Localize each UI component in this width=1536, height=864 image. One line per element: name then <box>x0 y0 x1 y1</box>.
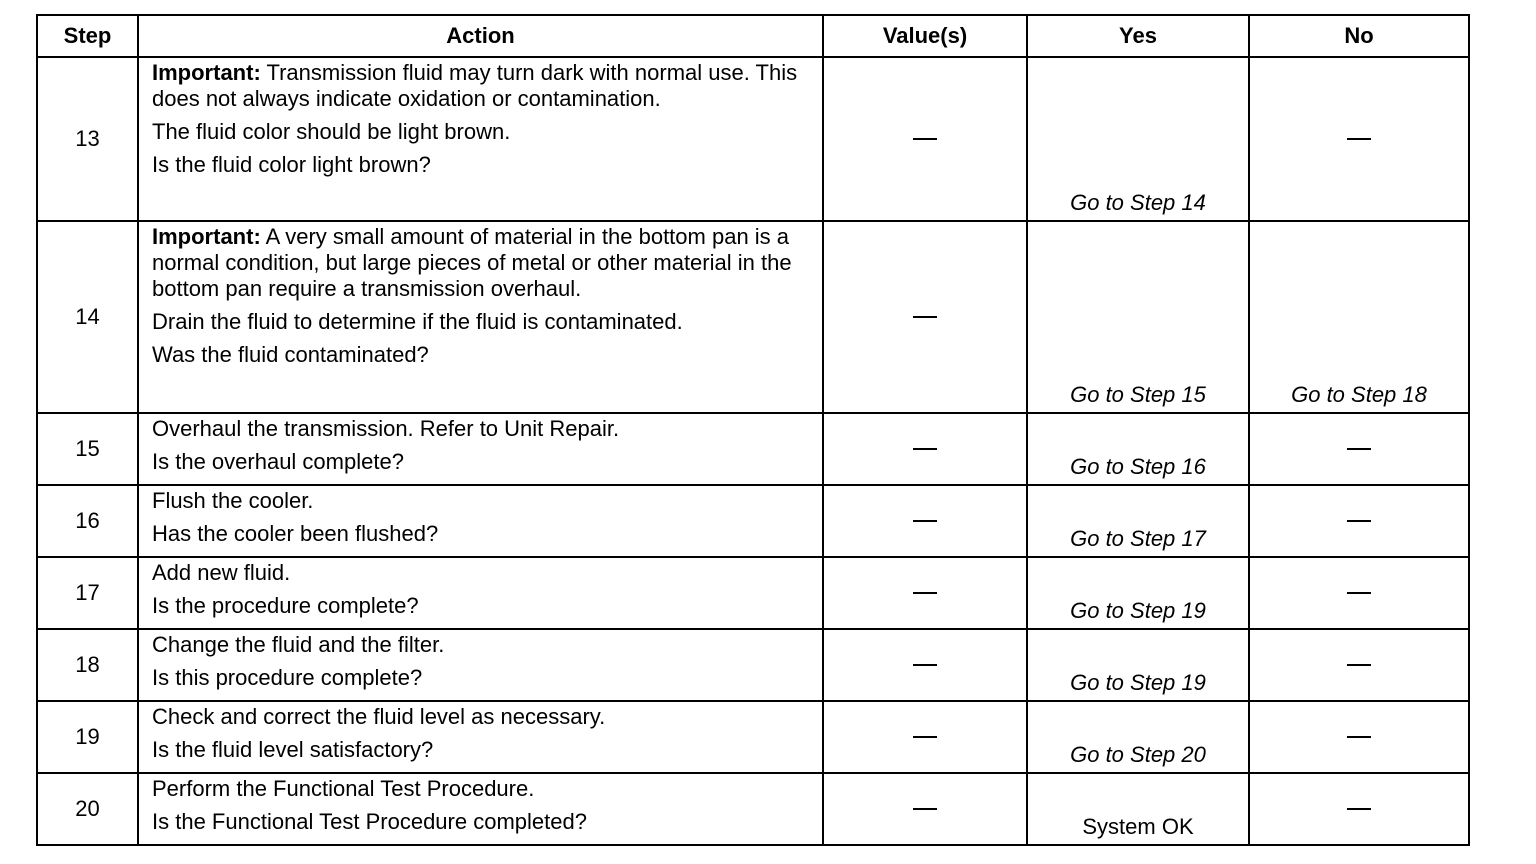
yes-goto-link[interactable]: Go to Step 16 <box>1070 454 1206 479</box>
value-cell <box>824 222 1028 412</box>
important-text: A very small amount of material in the bottom pan is a normal condition, but large pieces of metal or other material in the bottom pan require a transmission overhaul. <box>152 224 792 301</box>
step-number: 18 <box>75 652 100 677</box>
important-note <box>152 224 810 302</box>
yes-cell <box>1028 58 1250 220</box>
action-instruction: Drain the fluid to determine if the fluid is contaminated. <box>152 309 683 334</box>
action-instruction: The fluid color should be light brown. <box>152 119 511 144</box>
value-dash <box>913 592 937 594</box>
action-instruction: Flush the cooler. <box>152 488 314 513</box>
action-instruction: Change the fluid and the filter. <box>152 632 445 657</box>
yes-goto-link[interactable]: Go to Step 19 <box>1070 598 1206 623</box>
step-cell <box>38 774 139 844</box>
header-step: Step <box>38 16 139 56</box>
value-cell <box>824 702 1028 772</box>
yes-cell <box>1028 486 1250 556</box>
action-question: Is the fluid level satisfactory? <box>152 737 434 762</box>
table-row <box>38 414 1468 486</box>
action-question: Is this procedure complete? <box>152 665 423 690</box>
action-instruction: Check and correct the fluid level as necessary. <box>152 704 606 729</box>
step-cell <box>38 414 139 484</box>
action-cell <box>139 702 824 772</box>
step-cell <box>38 58 139 220</box>
no-dash <box>1347 664 1371 666</box>
step-number: 15 <box>75 436 100 461</box>
value-cell <box>824 774 1028 844</box>
table-row <box>38 222 1468 414</box>
step-number: 19 <box>75 724 100 749</box>
action-cell <box>139 558 824 628</box>
table-row <box>38 558 1468 630</box>
value-cell <box>824 630 1028 700</box>
action-question: Is the Functional Test Procedure completed? <box>152 809 587 834</box>
step-number: 13 <box>75 126 100 151</box>
table-row <box>38 774 1468 844</box>
no-dash <box>1347 520 1371 522</box>
no-dash <box>1347 448 1371 450</box>
no-dash <box>1347 592 1371 594</box>
yes-goto-link[interactable]: Go to Step 20 <box>1070 742 1206 767</box>
action-question: Is the overhaul complete? <box>152 449 404 474</box>
value-dash <box>913 448 937 450</box>
header-no: No <box>1344 23 1374 48</box>
no-cell <box>1250 702 1468 772</box>
step-cell <box>38 558 139 628</box>
no-goto-link[interactable]: Go to Step 18 <box>1291 382 1427 407</box>
header-values: Value(s) <box>824 16 1028 56</box>
step-cell <box>38 630 139 700</box>
table-row <box>38 702 1468 774</box>
step-cell <box>38 222 139 412</box>
no-cell <box>1250 486 1468 556</box>
no-cell <box>1250 222 1468 412</box>
step-number: 16 <box>75 508 100 533</box>
table-row <box>38 486 1468 558</box>
action-cell <box>139 414 824 484</box>
value-cell <box>824 558 1028 628</box>
no-cell <box>1250 414 1468 484</box>
action-instruction: Add new fluid. <box>152 560 291 585</box>
important-note <box>152 60 810 112</box>
important-text: Transmission fluid may turn dark with normal use. This does not always indicate oxidation or contamination. <box>152 60 798 111</box>
no-cell <box>1250 58 1468 220</box>
no-cell <box>1250 630 1468 700</box>
table-row <box>38 58 1468 222</box>
action-instruction: Overhaul the transmission. Refer to Unit Repair. <box>152 416 620 441</box>
action-question: Was the fluid contaminated? <box>152 342 429 367</box>
yes-cell <box>1028 222 1250 412</box>
action-cell <box>139 222 824 412</box>
diagnostic-table <box>36 14 1470 846</box>
no-cell <box>1250 774 1468 844</box>
step-cell <box>38 702 139 772</box>
step-number: 14 <box>75 304 100 329</box>
system-ok-text: System OK <box>1082 814 1194 839</box>
value-cell <box>824 414 1028 484</box>
yes-goto-link[interactable]: Go to Step 19 <box>1070 670 1206 695</box>
yes-cell <box>1028 774 1250 844</box>
yes-cell <box>1028 414 1250 484</box>
step-number: 17 <box>75 580 100 605</box>
action-instruction: Perform the Functional Test Procedure. <box>152 776 535 801</box>
step-cell <box>38 486 139 556</box>
value-cell <box>824 486 1028 556</box>
yes-goto-link[interactable]: Go to Step 15 <box>1070 382 1206 407</box>
value-dash <box>913 736 937 738</box>
yes-cell <box>1028 558 1250 628</box>
header-action: Action <box>139 16 824 56</box>
no-dash <box>1347 138 1371 140</box>
yes-cell <box>1028 630 1250 700</box>
action-cell <box>139 630 824 700</box>
action-question: Has the cooler been flushed? <box>152 521 439 546</box>
yes-goto-link[interactable]: Go to Step 14 <box>1070 190 1206 215</box>
no-dash <box>1347 808 1371 810</box>
important-label: Important: <box>152 60 261 85</box>
value-dash <box>913 808 937 810</box>
header-yes: Yes <box>1028 16 1250 56</box>
action-cell <box>139 58 824 220</box>
no-cell <box>1250 558 1468 628</box>
value-cell <box>824 58 1028 220</box>
table-row <box>38 630 1468 702</box>
value-dash <box>913 138 937 140</box>
table-header <box>38 16 1468 58</box>
action-cell <box>139 486 824 556</box>
yes-cell <box>1028 702 1250 772</box>
important-label: Important: <box>152 224 261 249</box>
yes-goto-link[interactable]: Go to Step 17 <box>1070 526 1206 551</box>
value-dash <box>913 520 937 522</box>
value-dash <box>913 316 937 318</box>
step-number: 20 <box>75 796 100 821</box>
action-question: Is the fluid color light brown? <box>152 152 431 177</box>
action-cell <box>139 774 824 844</box>
no-dash <box>1347 736 1371 738</box>
value-dash <box>913 664 937 666</box>
action-question: Is the procedure complete? <box>152 593 419 618</box>
